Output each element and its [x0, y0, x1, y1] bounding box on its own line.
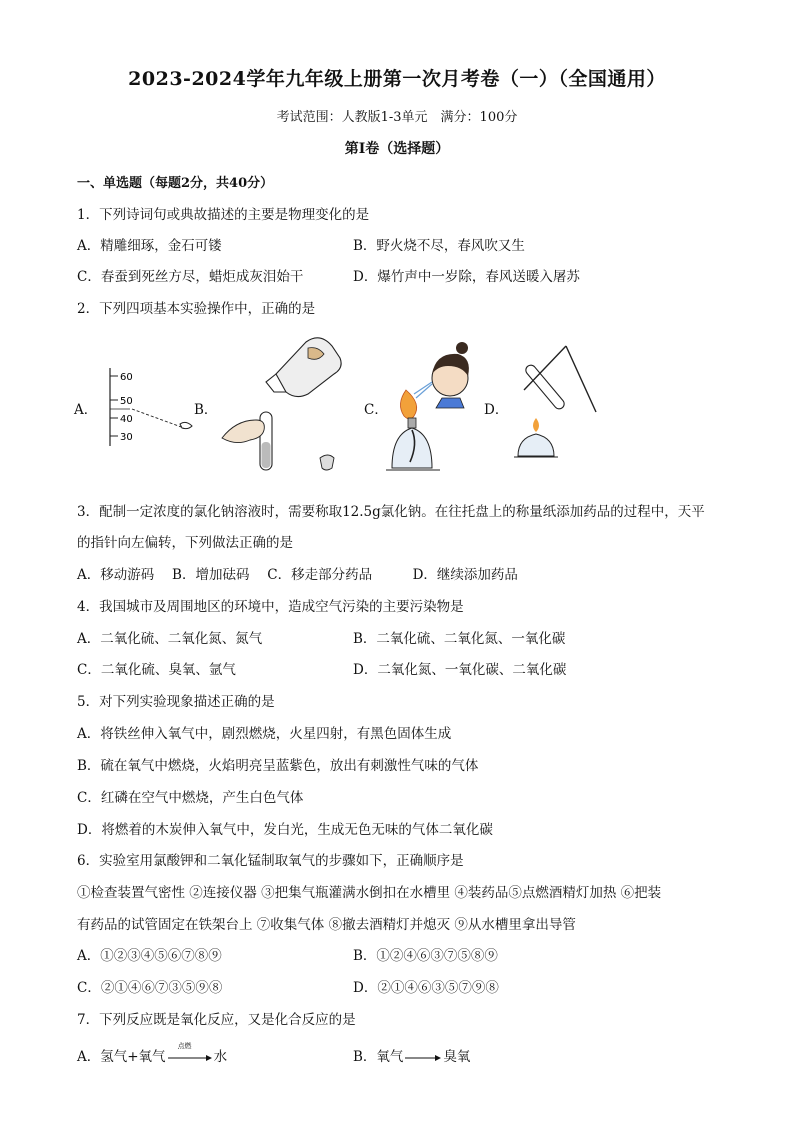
question-5-option-d: D．将燃着的木炭伸入氧气中，发白光，生成无色无味的气体二氧化碳 [77, 822, 493, 838]
test-tube-icon [260, 412, 272, 470]
reaction-arrow-icon [403, 1051, 443, 1065]
reaction-condition: 点燃 [177, 1041, 192, 1050]
question-1-option-a: A．精雕细琢，金石可镂 [77, 238, 222, 254]
question-6-option-c: C．②①④⑥⑦③⑤⑨⑧ [77, 980, 223, 996]
question-7-option-b [353, 1045, 470, 1065]
question-6-steps-line1: ①检查装置气密性 ②连接仪器 ③把集气瓶灌满水倒扣在水槽里 ④装药品⑤点燃酒精灯加热 ⑥把装 [77, 885, 662, 901]
question-6-option-d: D．②①④⑥③⑤⑦⑨⑧ [353, 980, 499, 996]
tick-50: 50 [120, 396, 133, 407]
person-face-icon [432, 342, 469, 408]
reagent-bottle-icon [266, 338, 341, 397]
question-4-option-c: C．二氧化硫、臭氧、氩气 [77, 662, 236, 678]
question-6-stem: 6．实验室用氯酸钾和二氧化锰制取氧气的步骤如下，正确顺序是 [77, 853, 464, 869]
question-3-options: A．移动游码 B．增加砝码 C．移走部分药品 D．继续添加药品 [77, 567, 518, 583]
part-heading: 第Ⅰ卷（选择题） [344, 141, 450, 157]
question-7-stem: 7．下列反应既是氧化反应，又是化合反应的是 [77, 1012, 356, 1028]
tick-40: 40 [120, 414, 133, 425]
question-5-option-b: B．硫在氧气中燃烧，火焰明亮呈蓝紫色，放出有刺激性气味的气体 [77, 758, 479, 774]
alcohol-lamp-icon [386, 390, 440, 470]
pouring-liquid-figure [216, 334, 356, 480]
graduated-cylinder-figure [102, 364, 202, 450]
heating-test-tube-figure [510, 340, 610, 460]
question-5-stem: 5．对下列实验现象描述正确的是 [77, 694, 275, 710]
exam-scope: 考试范围：人教版1-3单元 满分：100分 [276, 110, 518, 125]
question-1-option-b: B．野火烧不尽，春风吹又生 [353, 238, 525, 254]
option-b-reactant: B．氧气 [353, 1049, 404, 1065]
flame-icon [400, 390, 416, 419]
question-1-option-c: C．春蚕到死丝方尽，蜡炬成灰泪始干 [77, 269, 304, 285]
blowing-lamp-figure [384, 338, 484, 478]
figure-label-c: C． [364, 402, 388, 418]
figure-label-b: B． [194, 402, 218, 418]
question-7-option-a [77, 1041, 228, 1065]
page-title: 2023-2024学年九年级上册第一次月考卷（一）（全国通用） [128, 68, 666, 90]
question-4-stem: 4．我国城市及周围地区的环境中，造成空气污染的主要污染物是 [77, 599, 464, 615]
question-3-stem-line1: 3．配制一定浓度的氯化钠溶液时，需要称取12.5g氯化钠。在往托盘上的称量纸添加药品的过程中，天平 [77, 504, 705, 520]
test-tube-icon [524, 363, 566, 411]
figure-label-d: D． [484, 402, 509, 418]
option-a-product: 水 [213, 1049, 228, 1065]
question-4-option-a: A．二氧化硫、二氧化氮、氮气 [77, 631, 263, 647]
question-6-option-b: B．①②④⑥③⑦⑤⑧⑨ [353, 948, 498, 964]
option-a-reactants: A．氢气+氧气 [77, 1049, 166, 1065]
figure-label-a: A． [74, 402, 98, 418]
question-1-stem: 1．下列诗词句或典故描述的主要是物理变化的是 [77, 207, 370, 223]
question-2-figures [74, 334, 734, 484]
option-b-product: 臭氧 [443, 1049, 471, 1065]
question-5-option-a: A．将铁丝伸入氧气中，剧烈燃烧，火星四射，有黑色固体生成 [77, 726, 452, 742]
question-3-stem-line2: 的指针向左偏转，下列做法正确的是 [77, 535, 293, 551]
alcohol-lamp-icon [514, 418, 558, 457]
bottle-cap-icon [320, 455, 334, 470]
question-5-option-c: C．红磷在空气中燃烧，产生白色气体 [77, 790, 304, 806]
question-2-stem: 2．下列四项基本实验操作中，正确的是 [77, 301, 316, 317]
reaction-arrow-icon [166, 1041, 214, 1065]
question-6-steps-line2: 有药品的试管固定在铁架台上 ⑦收集气体 ⑧撤去酒精灯并熄灭 ⑨从水槽里拿出导管 [77, 917, 576, 933]
question-4-option-b: B．二氧化硫、二氧化氮、一氧化碳 [353, 631, 566, 647]
question-6-option-a: A．①②③④⑤⑥⑦⑧⑨ [77, 948, 222, 964]
holding-hand-icon [222, 420, 264, 443]
tick-60: 60 [120, 372, 133, 383]
tick-30: 30 [120, 432, 133, 443]
eye-icon [180, 422, 192, 428]
question-1-option-d: D．爆竹声中一岁除，春风送暖入屠苏 [353, 269, 580, 285]
section-heading: 一、单选题（每题2分，共40分） [77, 176, 274, 191]
question-4-option-d: D．二氧化氮、一氧化碳、二氧化碳 [353, 662, 567, 678]
